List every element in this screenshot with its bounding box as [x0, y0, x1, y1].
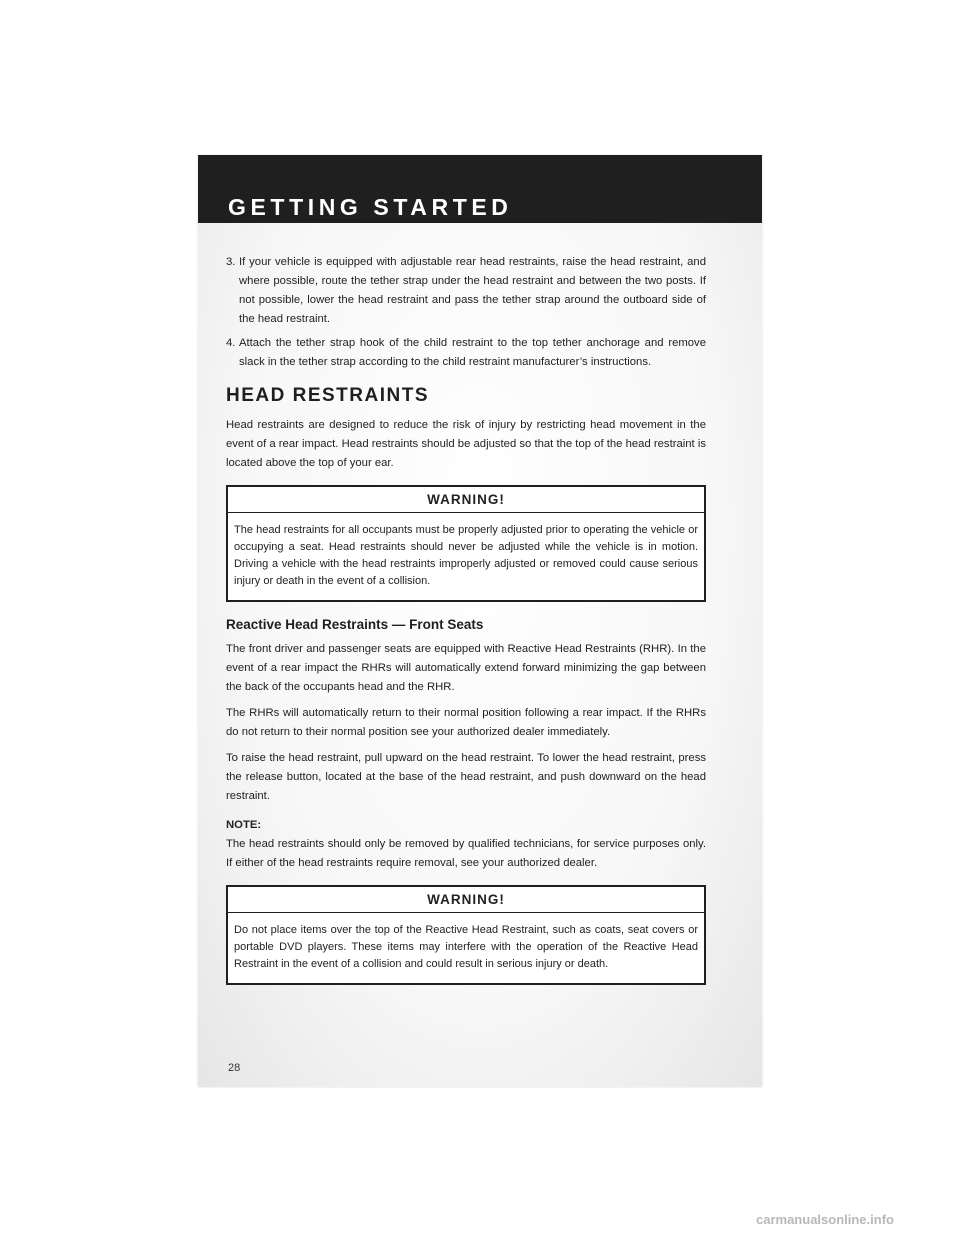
warning-text: The head restraints for all occupants must be properly adjusted prior to operating the vehicle or occupying a seat. Head restraints should never be adjusted while the vehicle is in motion. Driving a vehicle with the head restraints improperly adjusted or removed could cause serious injury or death in the event of a collision. — [234, 524, 698, 587]
step-4 — [226, 334, 706, 372]
warning-title: WARNING! — [228, 887, 704, 913]
warning-text: Do not place items over the top of the Reactive Head Restraint, such as coats, seat covers or portable DVD players. These items may interfere with the operation of the Reactive Head Restraint in the event of a collision and could result in serious injury or death. — [234, 924, 698, 970]
section-intro: Head restraints are designed to reduce the risk of injury by restricting head movement in the event of a rear impact. Head restraints should be adjusted so that the top of the head restraint is located above the top of your ear. — [226, 419, 706, 469]
step-number: 3. — [226, 256, 236, 268]
step-text: If your vehicle is equipped with adjustable rear head restraints, raise the head restraint, and where possible, route the tether strap under the head restraint and between the two posts. If not possible, lower the head restraint and pass the tether strap around the outboard side of the head restraint. — [239, 256, 706, 325]
manual-page — [198, 155, 762, 1087]
paragraph: To raise the head restraint, pull upward on the head restraint. To lower the head restraint, press the release button, located at the base of the head restraint, and push downward on the head restraint. — [226, 752, 706, 802]
section-heading: HEAD RESTRAINTS — [226, 385, 430, 406]
paragraph: The front driver and passenger seats are equipped with Reactive Head Restraints (RHR). In the event of a rear impact the RHRs will automatically extend forward minimizing the gap between the back of the occupants head and the RHR. — [226, 643, 706, 693]
warning-title: WARNING! — [228, 487, 704, 513]
section-header-bar — [198, 155, 762, 223]
watermark: carmanualsonline.info — [756, 1212, 894, 1227]
step-number: 4. — [226, 337, 236, 349]
step-text: Attach the tether strap hook of the child restraint to the top tether anchorage and remove slack in the tether strap according to the child restraint manufacturer’s instructions. — [239, 337, 706, 368]
paragraph: The RHRs will automatically return to their normal position following a rear impact. If the RHRs do not return to their normal position see your authorized dealer immediately. — [226, 707, 706, 738]
warning-box — [226, 485, 706, 602]
step-3 — [226, 253, 706, 329]
page-number: 28 — [228, 1062, 241, 1074]
warning-box — [226, 885, 706, 985]
note-label: NOTE: — [226, 819, 262, 831]
note-text: The head restraints should only be removed by qualified technicians, for service purposes only. If either of the head restraints require removal, see your authorized dealer. — [226, 838, 706, 869]
instruction-steps — [226, 253, 706, 372]
chapter-title: GETTING STARTED — [228, 194, 513, 220]
page-content — [226, 253, 706, 999]
subsection-heading: Reactive Head Restraints — Front Seats — [226, 617, 484, 632]
